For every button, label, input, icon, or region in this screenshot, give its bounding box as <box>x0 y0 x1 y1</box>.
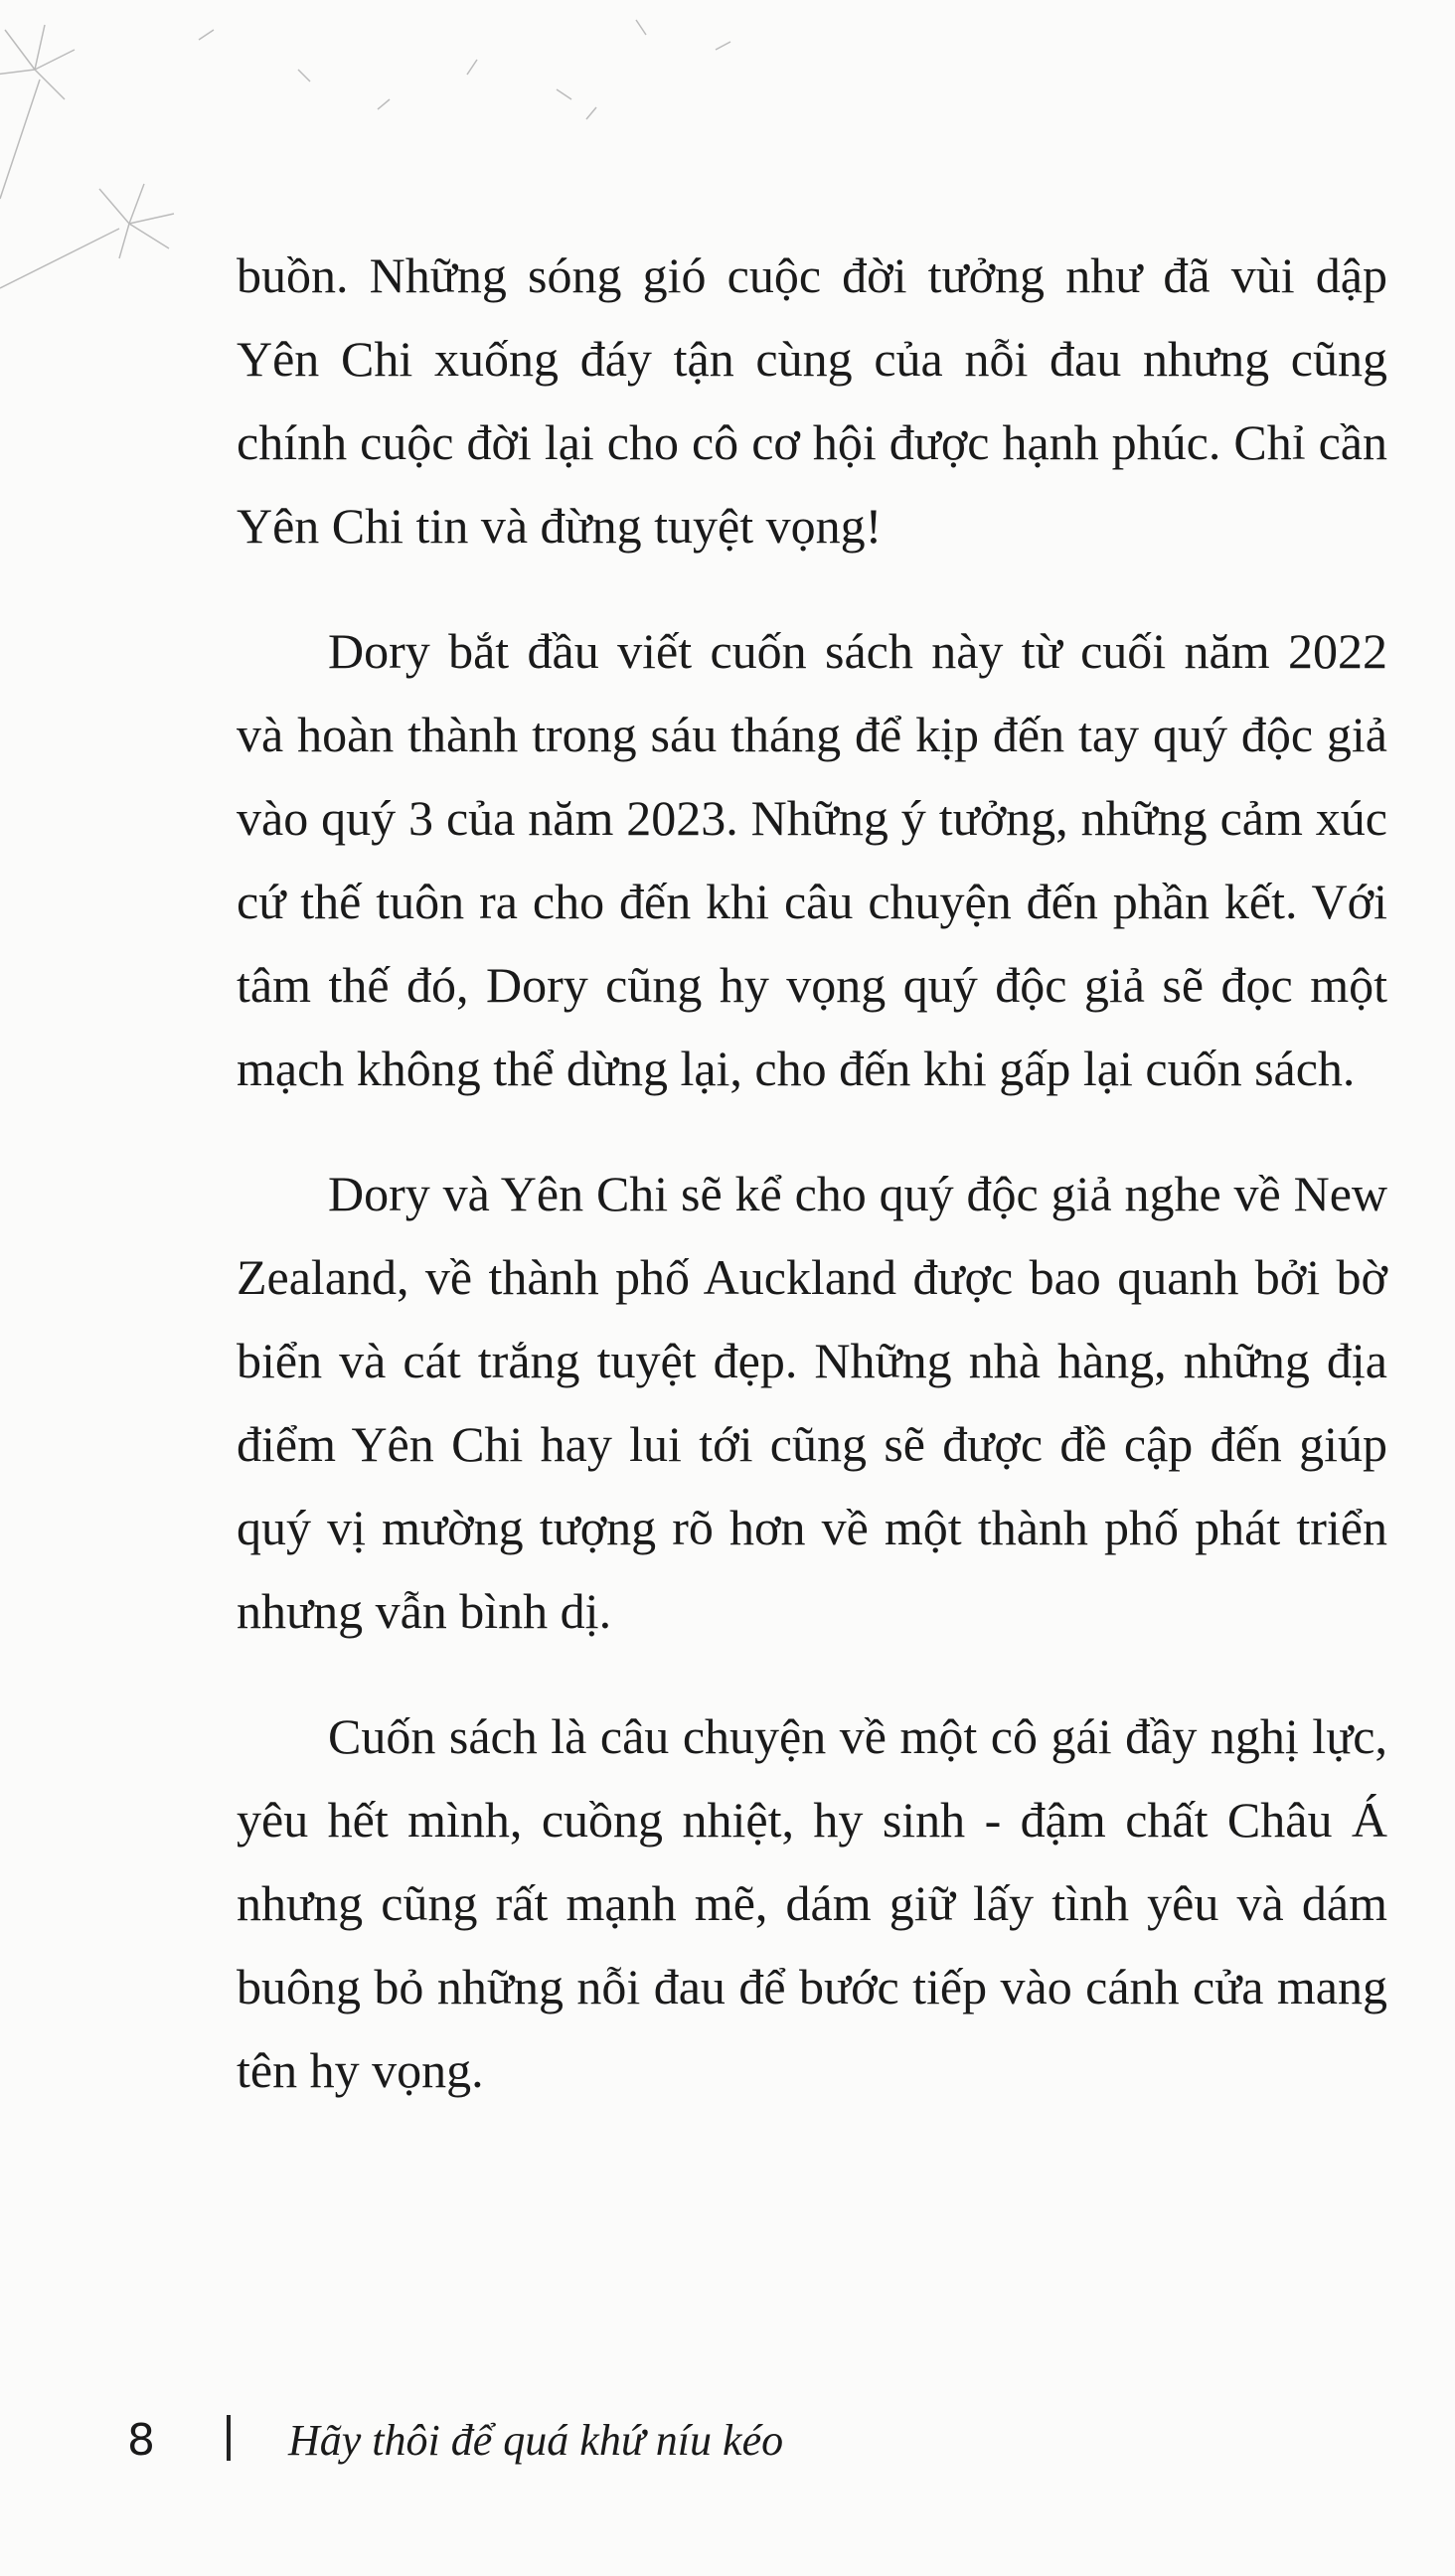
paragraph: Cuốn sách là câu chuyện về một cô gái đầy nghị lực, yêu hết mình, cuồng nhiệt, hy sinh - đậm chất Châu Á nhưng cũng rất mạnh mẽ, dám giữ lấy tình yêu và dám buông bỏ những nỗi đau để bước tiếp vào cánh cửa mang tên hy vọng. <box>237 1708 1387 2098</box>
body-text <box>237 234 1387 2154</box>
page-number: 8 <box>127 2415 155 2466</box>
running-title: Hãy thôi để quá khứ níu kéo <box>288 2416 784 2465</box>
paragraph: Dory bắt đầu viết cuốn sách này từ cuối năm 2022 và hoàn thành trong sáu tháng để kịp đến tay quý độc giả vào quý 3 của năm 2023. Những ý tưởng, những cảm xúc cứ thế tuôn ra cho đến khi câu chuyện đến phần kết. Với tâm thế đó, Dory cũng hy vọng quý độc giả sẽ đọc một mạch không thể dừng lại, cho đến khi gấp lại cuốn sách. <box>237 623 1387 1096</box>
paragraph: buồn. Những sóng gió cuộc đời tưởng như đã vùi dập Yên Chi xuống đáy tận cùng của nỗi đau nhưng cũng chính cuộc đời lại cho cô cơ hội được hạnh phúc. Chỉ cần Yên Chi tin và đừng tuyệt vọng! <box>237 247 1387 554</box>
paragraph: Dory và Yên Chi sẽ kể cho quý độc giả nghe về New Zealand, về thành phố Auckland được bao quanh bởi bờ biển và cát trắng tuyệt đẹp. Những nhà hàng, những địa điểm Yên Chi hay lui tới cũng sẽ được đề cập đến giúp quý vị mường tượng rõ hơn về một thành phố phát triển nhưng vẫn bình dị. <box>237 1166 1387 1639</box>
page-footer <box>0 2405 1455 2485</box>
footer-divider <box>227 2415 231 2461</box>
